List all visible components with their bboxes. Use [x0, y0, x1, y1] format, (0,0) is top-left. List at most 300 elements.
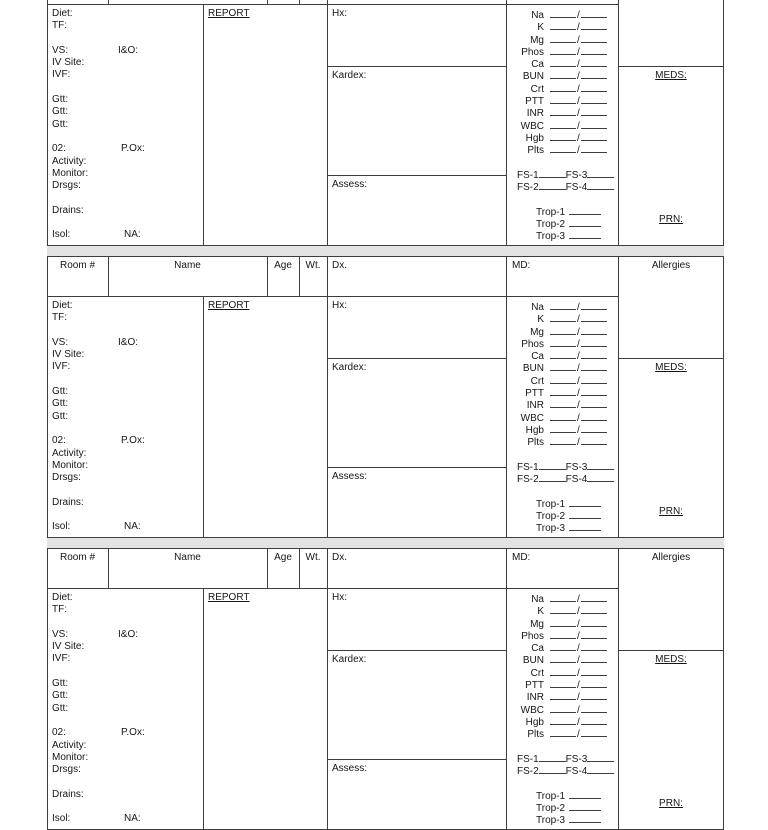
allergies-header-label: Allergies [651, 552, 691, 563]
lab-plts-label: Plts [527, 437, 544, 449]
trop1-label: Trop-1 [536, 498, 566, 510]
spacer-row [52, 423, 202, 435]
lab-blank-line [550, 351, 576, 359]
spacer-row [506, 158, 724, 170]
trop-blank-line [569, 803, 601, 811]
trop-blank-line [569, 207, 601, 215]
assess-divider [327, 759, 507, 760]
assess-label: Assess: [332, 471, 368, 482]
lab-row [506, 84, 724, 96]
fs-blank-line [587, 462, 614, 470]
patient-section-2 [47, 256, 724, 538]
patient-section-3 [47, 548, 724, 830]
trop3-label: Trop-3 [536, 815, 566, 827]
pox-label: P.Ox: [121, 143, 145, 155]
lab-wbc-label: WBC [520, 704, 544, 716]
ivf-label: IVF: [52, 653, 71, 665]
lab-inr-label: INR [526, 692, 544, 704]
wt-header-label: Wt. [305, 260, 321, 271]
lab-separator: / [577, 302, 580, 313]
io-label: I&O: [118, 44, 139, 56]
drsgs-label: Drsgs: [52, 472, 81, 484]
section-separator-strip [47, 538, 724, 548]
spacer-row [52, 192, 202, 204]
gtt-row [52, 678, 202, 690]
lab-row [506, 705, 724, 717]
trop2-label: Trop-2 [536, 511, 566, 523]
trop-row [506, 231, 724, 243]
wt-header-label: Wt. [305, 552, 321, 563]
lab-blank-line [550, 376, 576, 384]
diet-report-column-divider [203, 296, 204, 538]
lab-crt-label: Crt [530, 83, 544, 95]
lab-blank-line [581, 96, 607, 104]
trop-blank-line [569, 499, 601, 507]
fs-blank-line [587, 170, 614, 178]
section-top-border [47, 256, 724, 257]
lab-blank-line [550, 133, 576, 141]
hx-label: Hx: [332, 8, 347, 19]
lab-blank-line [550, 606, 576, 614]
vs-io-row [52, 337, 202, 349]
gtt-label: Gtt: [52, 398, 69, 410]
monitor-row [52, 752, 202, 764]
gtt-row [52, 94, 202, 106]
section-top-border [47, 548, 724, 549]
left-border [47, 548, 48, 830]
monitor-label: Monitor: [52, 167, 89, 179]
ivf-row [52, 361, 202, 373]
hx-label: Hx: [332, 592, 347, 603]
vs-label: VS: [52, 336, 69, 348]
lab-blank-line [581, 363, 607, 371]
lab-blank-line [550, 121, 576, 129]
activity-row [52, 740, 202, 752]
o2-pox-row [52, 727, 202, 739]
lab-blank-line [550, 59, 576, 67]
diet-row [52, 8, 202, 20]
isol-label: Isol: [52, 521, 71, 533]
age-wt-divider [299, 0, 300, 4]
lab-separator: / [577, 71, 580, 83]
gtt-row [52, 411, 202, 423]
lab-blank-line [550, 363, 576, 371]
lab-bun-label: BUN [522, 655, 544, 667]
lab-blank-line [550, 619, 576, 627]
lab-blank-line [550, 71, 576, 79]
gtt-label: Gtt: [52, 678, 69, 690]
lab-row [506, 96, 724, 108]
kardex-divider [327, 66, 507, 67]
gtt-label: Gtt: [52, 94, 69, 106]
trop-blank-line [569, 523, 601, 531]
md-header-label: MD: [512, 260, 531, 271]
fs-row [506, 766, 724, 778]
lab-separator: / [577, 388, 580, 400]
lab-blank-line [550, 314, 576, 322]
lab-ptt-label: PTT [525, 680, 544, 692]
lab-separator: / [577, 363, 580, 375]
report-heading: REPORT [208, 592, 250, 603]
lab-separator: / [577, 145, 580, 157]
lab-blank-line [581, 619, 607, 627]
activity-row [52, 448, 202, 460]
drsgs-label: Drsgs: [52, 764, 81, 776]
spacer-row [52, 325, 202, 337]
o2-label: 02: [52, 143, 66, 155]
o2-pox-row [52, 143, 202, 155]
fs-blank-line [587, 474, 614, 482]
trop2-label: Trop-2 [536, 803, 566, 815]
fs3-label: FS-3 [565, 753, 588, 765]
lab-row [506, 729, 724, 741]
lab-blank-line [581, 145, 607, 153]
fs-blank-line [539, 474, 566, 482]
lab-row [506, 327, 724, 339]
lab-blank-line [581, 425, 607, 433]
trop3-label: Trop-3 [536, 231, 566, 243]
kardex-divider [327, 650, 507, 651]
lab-bun-label: BUN [522, 71, 544, 83]
fs4-label: FS-4 [565, 766, 588, 778]
assess-divider [327, 175, 507, 176]
spacer-row [52, 374, 202, 386]
header-bottom-border [47, 588, 619, 589]
drains-row [52, 205, 202, 217]
lab-k-label: K [537, 22, 544, 34]
lab-hgb-label: Hgb [525, 132, 544, 144]
vs-io-row [52, 45, 202, 57]
lab-blank-line [550, 35, 576, 43]
lab-na-label: Na [531, 302, 544, 313]
tf-label: TF: [52, 312, 67, 324]
spacer-row [52, 509, 202, 521]
lab-separator: / [577, 132, 580, 144]
fs-blank-line [587, 754, 614, 762]
lab-blank-line [581, 376, 607, 384]
sheet-body [47, 0, 724, 830]
lab-wbc-label: WBC [520, 120, 544, 132]
lab-blank-line [581, 351, 607, 359]
pox-label: P.Ox: [121, 727, 145, 739]
lab-blank-line [581, 84, 607, 92]
iv-site-label: IV Site: [52, 57, 85, 69]
vs-label: VS: [52, 628, 69, 640]
patient-info-column [52, 300, 202, 534]
dx-header-label: Dx. [332, 260, 347, 271]
lab-blank-line [550, 302, 576, 310]
lab-row [506, 376, 724, 388]
drsgs-label: Drsgs: [52, 180, 81, 192]
lab-hgb-label: Hgb [525, 716, 544, 728]
lab-blank-line [581, 655, 607, 663]
lab-blank-line [581, 668, 607, 676]
lab-row [506, 619, 724, 631]
header-bottom-border [47, 296, 619, 297]
lab-separator: / [577, 692, 580, 704]
lab-row [506, 437, 724, 449]
lab-row [506, 302, 724, 314]
lab-blank-line [581, 59, 607, 67]
trop-blank-line [569, 791, 601, 799]
lab-blank-line [581, 108, 607, 116]
monitor-row [52, 460, 202, 472]
lab-row [506, 388, 724, 400]
lab-separator: / [577, 338, 580, 350]
gtt-label: Gtt: [52, 118, 69, 130]
fs-blank-line [539, 754, 566, 762]
lab-blank-line [550, 22, 576, 30]
meds-heading: MEDS: [655, 362, 687, 373]
na-label: NA: [124, 813, 141, 825]
spacer-row [52, 82, 202, 94]
meds-heading: MEDS: [655, 70, 687, 81]
monitor-row [52, 168, 202, 180]
gtt-row [52, 398, 202, 410]
name-header-label: Name [174, 552, 201, 563]
lab-separator: / [577, 120, 580, 132]
iv-site-label: IV Site: [52, 349, 85, 361]
lab-blank-line [550, 655, 576, 663]
io-label: I&O: [118, 628, 139, 640]
lab-ca-label: Ca [531, 351, 544, 363]
lab-separator: / [577, 606, 580, 618]
o2-pox-row [52, 435, 202, 447]
lab-na-label: Na [531, 594, 544, 605]
fs-blank-line [539, 170, 566, 178]
lab-ptt-label: PTT [525, 388, 544, 400]
lab-row [506, 339, 724, 351]
lab-bun-label: BUN [522, 363, 544, 375]
spacer-row [506, 450, 724, 462]
age-header-label: Age [274, 260, 292, 271]
assess-label: Assess: [332, 179, 368, 190]
lab-blank-line [550, 96, 576, 104]
spacer-row [52, 33, 202, 45]
lab-blank-line [581, 35, 607, 43]
lab-na-label: Na [531, 10, 544, 21]
spacer-row [52, 131, 202, 143]
lab-row [506, 145, 724, 157]
lab-separator: / [577, 716, 580, 728]
lab-separator: / [577, 618, 580, 630]
lab-separator: / [577, 59, 580, 71]
lab-separator: / [577, 667, 580, 679]
drains-label: Drains: [52, 496, 84, 508]
lab-blank-line [550, 425, 576, 433]
dx-header-label: Dx. [332, 552, 347, 563]
isol-na-row [52, 229, 202, 241]
lab-separator: / [577, 314, 580, 326]
lab-blank-line [550, 729, 576, 737]
lab-separator: / [577, 680, 580, 692]
fs-blank-line [539, 766, 566, 774]
lab-mg-label: Mg [530, 34, 544, 46]
lab-blank-line [550, 413, 576, 421]
lab-separator: / [577, 83, 580, 95]
prn-heading: PRN: [659, 214, 683, 225]
lab-row [506, 133, 724, 145]
lab-blank-line [581, 302, 607, 310]
gtt-row [52, 119, 202, 131]
patient-info-column [52, 592, 202, 826]
lab-separator: / [577, 643, 580, 655]
activity-row [52, 156, 202, 168]
lab-plts-label: Plts [527, 145, 544, 157]
lab-blank-line [550, 339, 576, 347]
lab-crt-label: Crt [530, 375, 544, 387]
o2-label: 02: [52, 727, 66, 739]
labs-column [506, 10, 724, 244]
lab-row [506, 631, 724, 643]
lab-row [506, 413, 724, 425]
iv-site-row [52, 57, 202, 69]
io-label: I&O: [118, 336, 139, 348]
lab-separator: / [577, 729, 580, 741]
lab-blank-line [581, 314, 607, 322]
lab-blank-line [581, 643, 607, 651]
room-name-divider [108, 0, 109, 4]
kardex-label: Kardex: [332, 70, 367, 81]
tf-label: TF: [52, 20, 67, 32]
wt-dx-column-divider [327, 548, 328, 830]
lab-separator: / [577, 375, 580, 387]
lab-blank-line [550, 437, 576, 445]
vs-label: VS: [52, 44, 69, 56]
fs3-label: FS-3 [565, 461, 588, 473]
lab-blank-line [550, 594, 576, 602]
lab-ca-label: Ca [531, 643, 544, 655]
lab-row [506, 692, 724, 704]
spacer-row [52, 715, 202, 727]
lab-blank-line [581, 606, 607, 614]
drsgs-row [52, 180, 202, 192]
tf-label: TF: [52, 604, 67, 616]
spacer-row [52, 484, 202, 496]
allergies-header-label: Allergies [651, 260, 691, 271]
gtt-label: Gtt: [52, 690, 69, 702]
lab-phos-label: Phos [521, 338, 544, 350]
lab-blank-line [550, 10, 576, 18]
lab-mg-label: Mg [530, 618, 544, 630]
monitor-label: Monitor: [52, 751, 89, 763]
lab-separator: / [577, 437, 580, 449]
lab-separator: / [577, 34, 580, 46]
spacer-row [52, 666, 202, 678]
lab-row [506, 10, 724, 22]
lab-row [506, 425, 724, 437]
wt-dx-column-divider [327, 0, 328, 246]
lab-inr-label: INR [526, 400, 544, 412]
lab-blank-line [581, 71, 607, 79]
lab-blank-line [550, 388, 576, 396]
activity-label: Activity: [52, 447, 87, 459]
lab-blank-line [550, 327, 576, 335]
iv-site-label: IV Site: [52, 641, 85, 653]
prn-heading: PRN: [659, 506, 683, 517]
lab-blank-line [581, 400, 607, 408]
patient-section-1 [47, 0, 724, 246]
gtt-label: Gtt: [52, 106, 69, 118]
lab-blank-line [550, 717, 576, 725]
header-bottom-border [47, 4, 619, 5]
lab-row [506, 35, 724, 47]
lab-separator: / [577, 10, 580, 21]
lab-separator: / [577, 594, 580, 605]
activity-label: Activity: [52, 739, 87, 751]
lab-ca-label: Ca [531, 59, 544, 71]
tf-row [52, 20, 202, 32]
lab-separator: / [577, 655, 580, 667]
ivf-label: IVF: [52, 69, 71, 81]
fs4-label: FS-4 [565, 474, 588, 486]
lab-row [506, 47, 724, 59]
lab-separator: / [577, 108, 580, 120]
lab-blank-line [550, 643, 576, 651]
lab-separator: / [577, 46, 580, 58]
section-separator-strip [47, 246, 724, 256]
lab-row [506, 22, 724, 34]
fs-blank-line [539, 462, 566, 470]
ivf-row [52, 653, 202, 665]
lab-blank-line [581, 729, 607, 737]
lab-row [506, 717, 724, 729]
lab-plts-label: Plts [527, 729, 544, 741]
report-heading: REPORT [208, 8, 250, 19]
trop-row [506, 523, 724, 535]
section-bottom-border [47, 537, 724, 538]
fs-blank-line [587, 182, 614, 190]
lab-blank-line [581, 339, 607, 347]
trop-row [506, 815, 724, 827]
lab-mg-label: Mg [530, 326, 544, 338]
lab-blank-line [581, 692, 607, 700]
fs3-label: FS-3 [565, 169, 588, 181]
diet-report-column-divider [203, 4, 204, 246]
lab-row [506, 680, 724, 692]
fs2-label: FS-2 [517, 766, 539, 778]
pox-label: P.Ox: [121, 435, 145, 447]
lab-separator: / [577, 412, 580, 424]
ivf-label: IVF: [52, 361, 71, 373]
assess-divider [327, 467, 507, 468]
gtt-row [52, 703, 202, 715]
lab-blank-line [550, 631, 576, 639]
isol-na-row [52, 813, 202, 825]
lab-blank-line [581, 10, 607, 18]
diet-row [52, 592, 202, 604]
diet-label: Diet: [52, 300, 73, 311]
lab-row [506, 314, 724, 326]
gtt-row [52, 690, 202, 702]
fs2-label: FS-2 [517, 182, 539, 194]
trop1-label: Trop-1 [536, 206, 566, 218]
fs-row [506, 182, 724, 194]
lab-separator: / [577, 351, 580, 363]
spacer-row [506, 778, 724, 790]
lab-wbc-label: WBC [520, 412, 544, 424]
left-border [47, 0, 48, 246]
drsgs-row [52, 472, 202, 484]
lab-phos-label: Phos [521, 46, 544, 58]
lab-row [506, 121, 724, 133]
md-header-label: MD: [512, 552, 531, 563]
lab-inr-label: INR [526, 108, 544, 120]
spacer-row [506, 486, 724, 498]
trop-blank-line [569, 219, 601, 227]
lab-blank-line [581, 594, 607, 602]
spacer-row [506, 742, 724, 754]
